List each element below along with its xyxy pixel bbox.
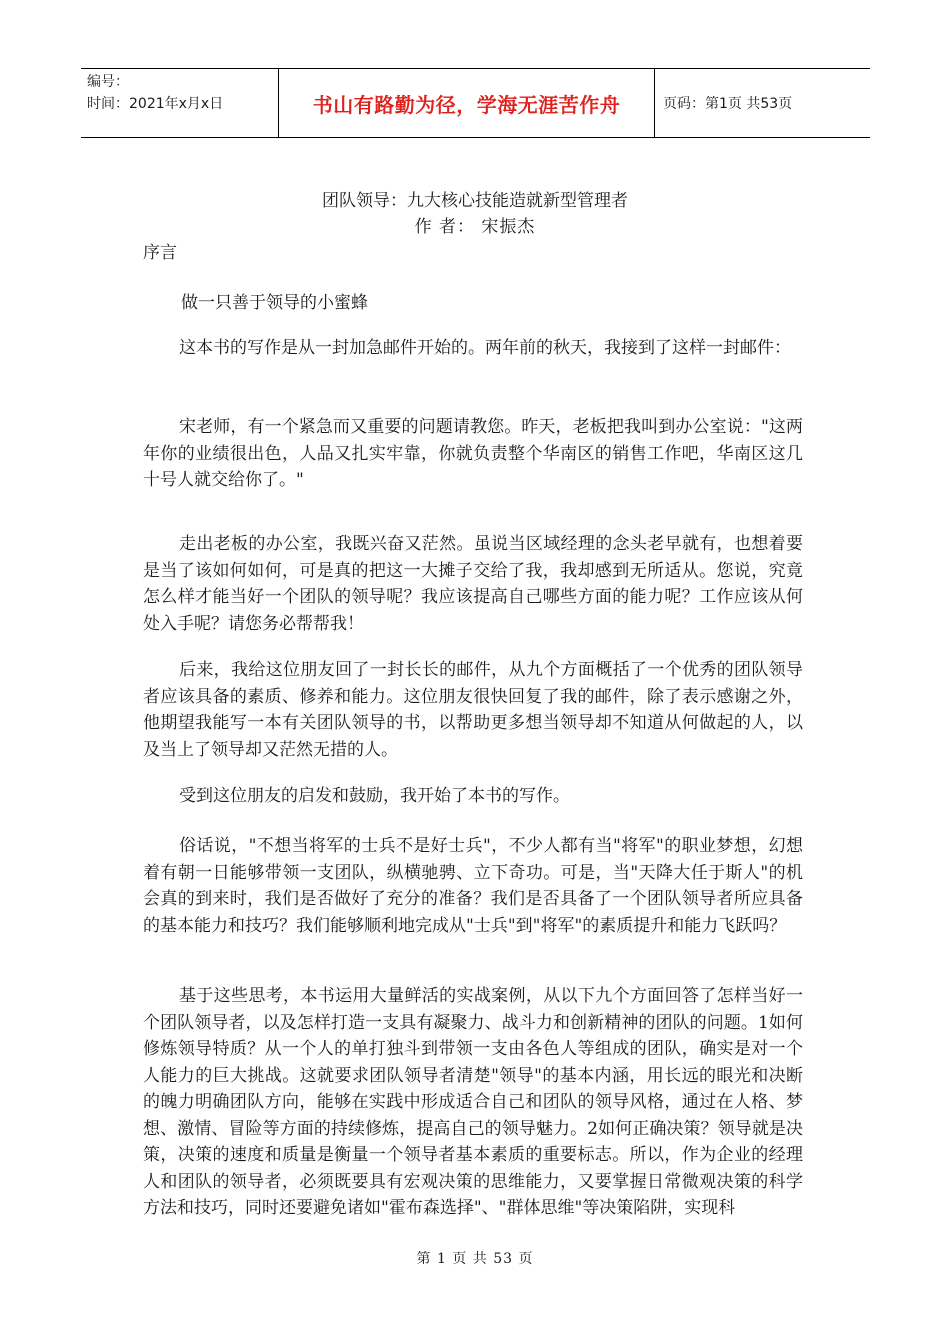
paragraph: 走出老板的办公室，我既兴奋又茫然。虽说当区域经理的念头老早就有，也想着要是当了该如何如何，可是真的把这一大摊子交给了我，我却感到无所适从。您说，究竟怎么样才能当好一个团队的领导呢？我应该提高自己哪些方面的能力呢？工作应该从何处入手呢？请您务必帮帮我！ bbox=[143, 534, 803, 634]
paragraph: 这本书的写作是从一封加急邮件开始的。两年前的秋天，我接到了这样一封邮件： bbox=[179, 338, 791, 358]
header-meta bbox=[81, 69, 279, 137]
paragraph: 后来，我给这位朋友回了一封长长的邮件，从九个方面概括了一个优秀的团队领导者应该具备的素质、修养和能力。这位朋友很快回复了我的邮件，除了表示感谢之外，他期望我能写一本有关团队领导的书，以帮助更多想当领导却不知道从何做起的人，以及当上了领导却又茫然无措的人。 bbox=[143, 660, 803, 760]
paragraph: 宋老师，有一个紧急而又重要的问题请教您。昨天，老板把我叫到办公室说："这两年你的业绩很出色，人品又扎实牢靠，你就负责整个华南区的销售工作吧，华南区这几十号人就交给你了。" bbox=[143, 417, 803, 490]
page-footer: 第 1 页 共 53 页 bbox=[416, 1251, 534, 1267]
header-page-info: 页码：第1页 共53页 bbox=[663, 96, 793, 112]
header-table bbox=[81, 68, 870, 138]
paragraph: 俗话说，"不想当将军的士兵不是好士兵"，不少人都有当"将军"的职业梦想，幻想着有朝一日能够带领一支团队，纵横驰骋、立下奇功。可是，当"天降大任于斯人"的机会真的到来时，我们是否做好了充分的准备？我们是否具备了一个团队领导者所应具备的基本能力和技巧？我们能够顺利地完成从"士兵"到"将军"的素质提升和能力飞跃吗？ bbox=[143, 836, 803, 936]
paragraph: 受到这位朋友的启发和鼓励，我开始了本书的写作。 bbox=[179, 786, 570, 806]
preface-heading: 序言 bbox=[143, 243, 177, 263]
date-label: 时间：2021年x月x日 bbox=[87, 96, 224, 112]
header-motto: 书山有路勤为径，学海无涯苦作舟 bbox=[312, 92, 621, 117]
number-label: 编号： bbox=[87, 74, 129, 90]
subheading: 做一只善于领导的小蜜蜂 bbox=[181, 293, 368, 313]
document-title: 团队领导：九大核心技能造就新型管理者 bbox=[322, 191, 628, 211]
paragraph: 基于这些思考，本书运用大量鲜活的实战案例，从以下九个方面回答了怎样当好一个团队领导者，以及怎样打造一支具有凝聚力、战斗力和创新精神的团队的问题。1如何修炼领导特质？从一个人的单打独斗到带领一支由各色人等组成的团队，确实是对一个人能力的巨大挑战。这就要求团队领导者清楚"领导"的基本内涵，用长远的眼光和决断的魄力明确团队方向，能够在实践中形成适合自己和团队的领导风格，通过在人格、梦想、激情、冒险等方面的持续修炼，提高自己的领导魅力。2如何正确决策？领导就是决策，决策的速度和质量是衡量一个领导者基本素质的重要标志。所以，作为企业的经理人和团队的领导者，必须既要具有宏观决策的思维能力，又要掌握日常微观决策的科学方法和技巧，同时还要避免诸如"霍布森选择"、"群体思维"等决策陷阱，实现科 bbox=[143, 986, 803, 1218]
header-motto-cell bbox=[279, 69, 655, 137]
author-line: 作 者： 宋振杰 bbox=[414, 217, 536, 237]
